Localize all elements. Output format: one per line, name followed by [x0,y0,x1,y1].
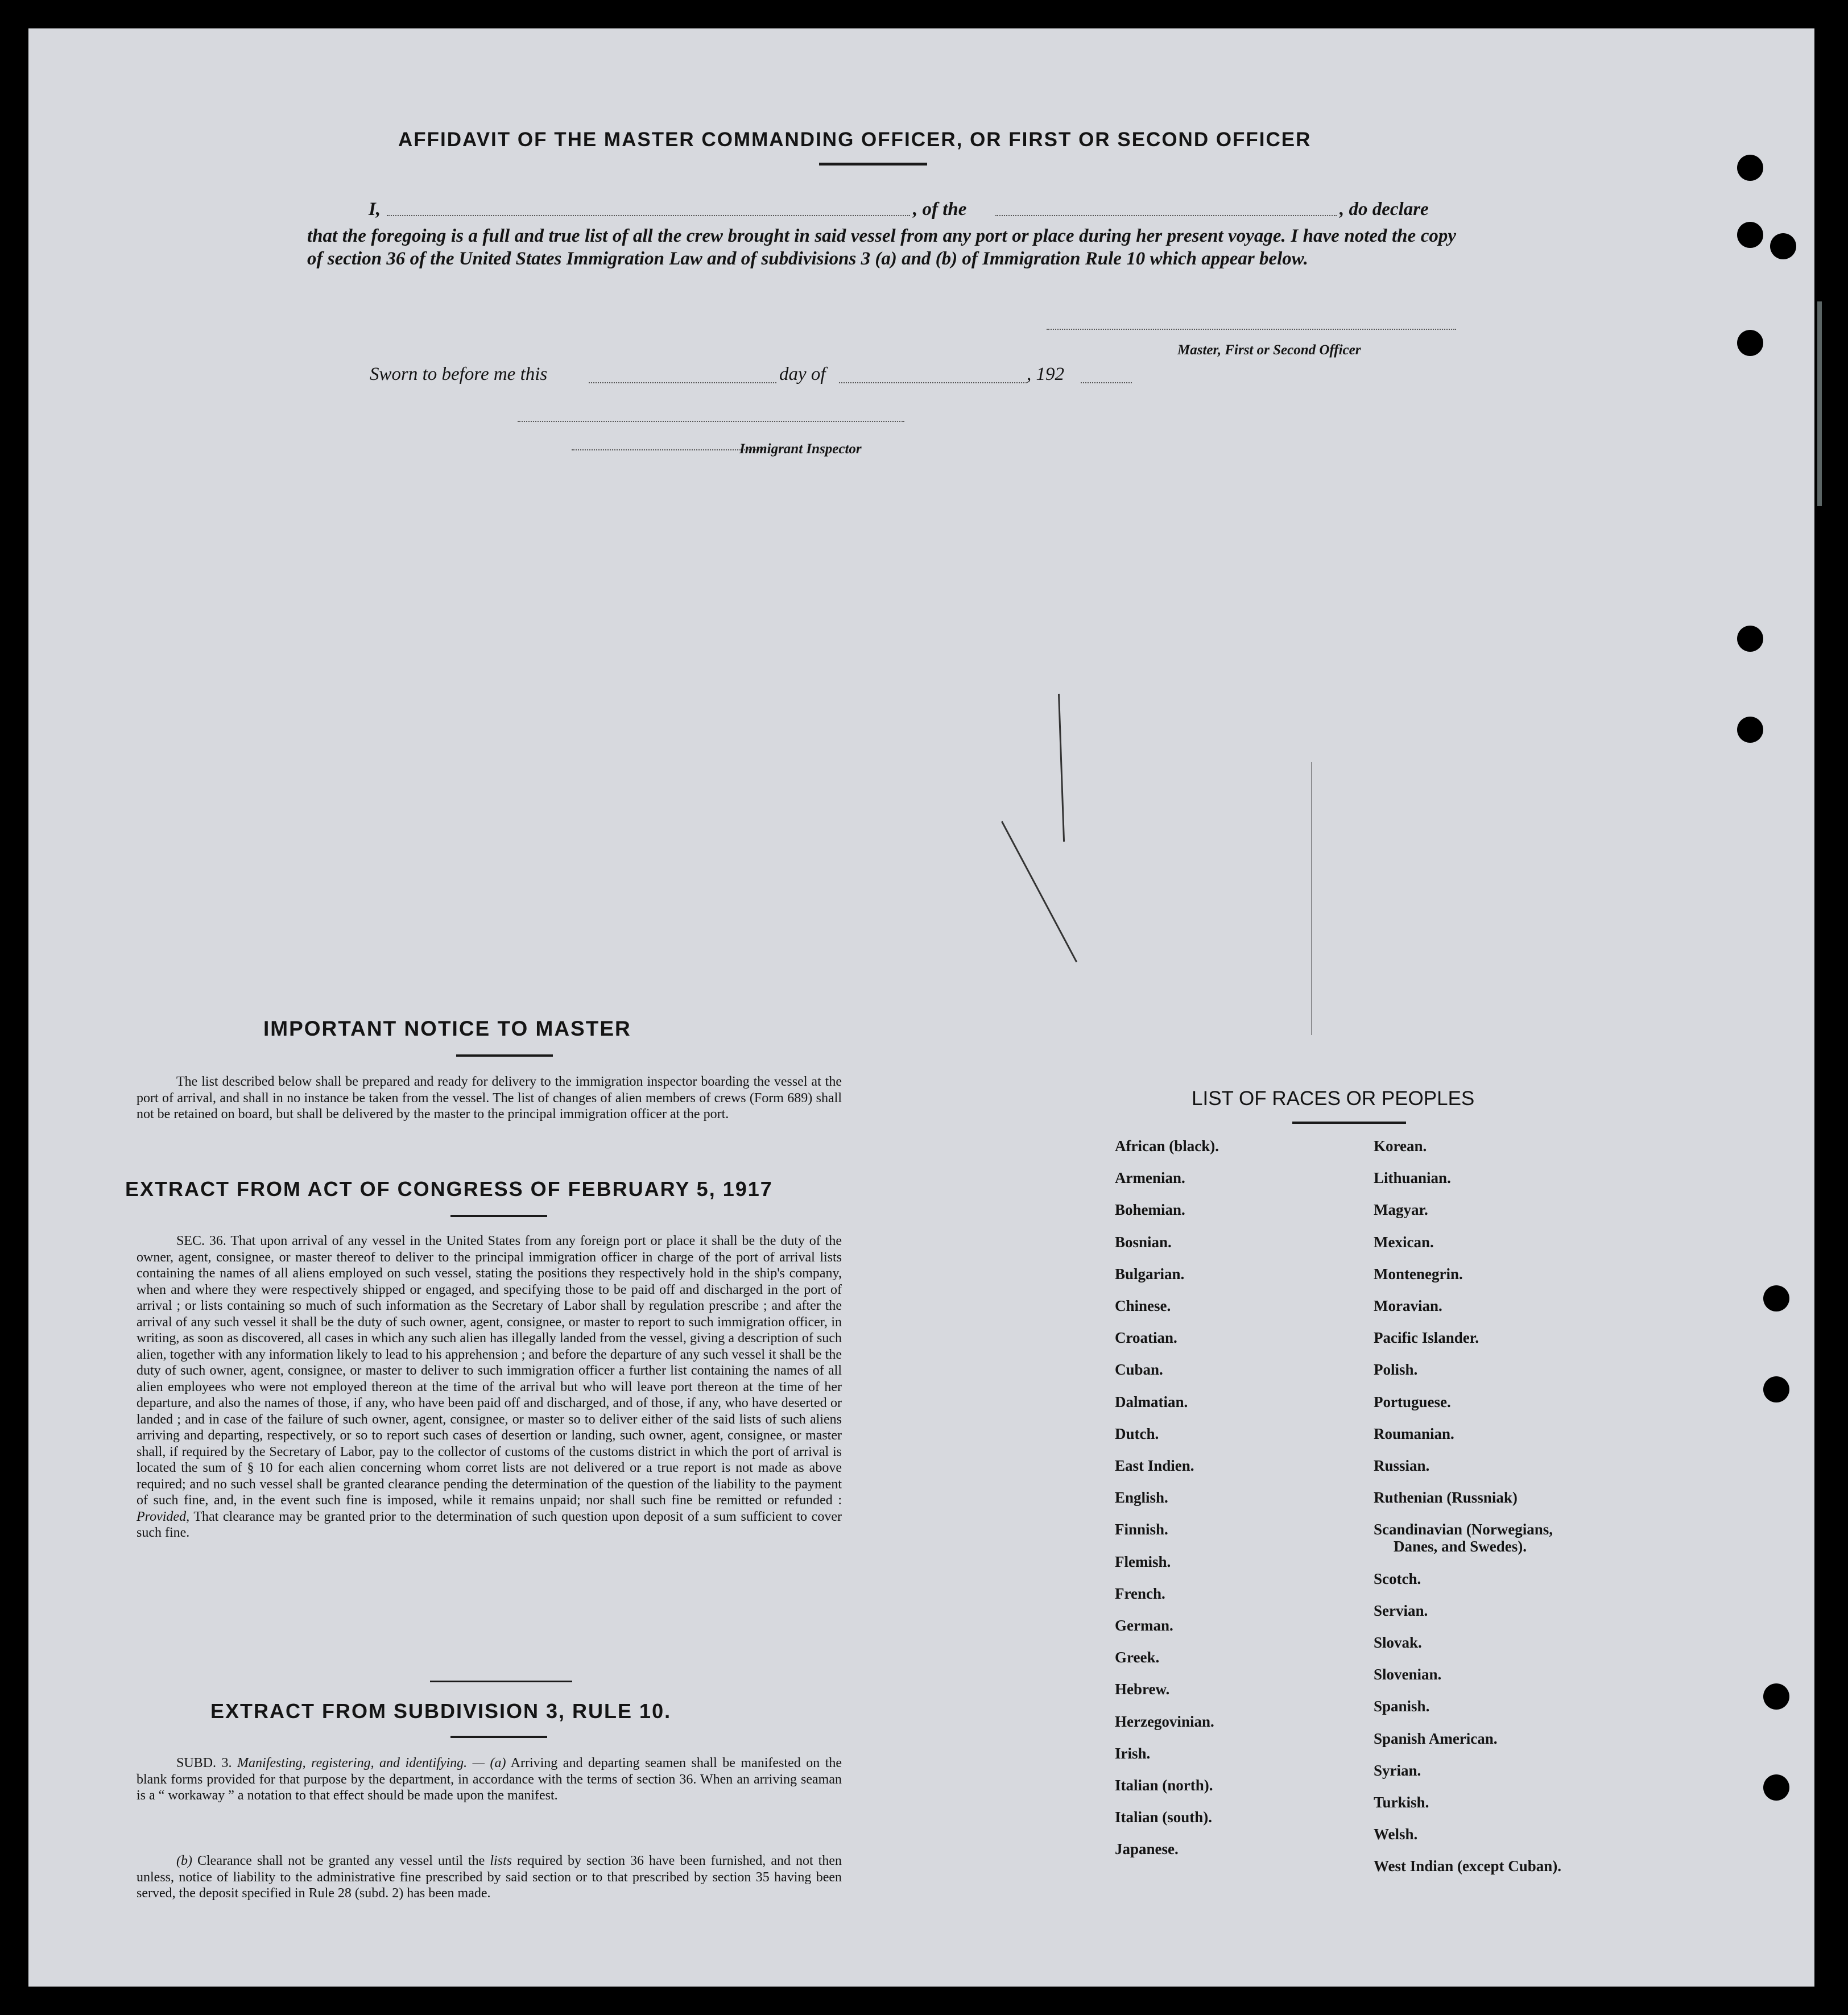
notice-title-rule [456,1054,553,1057]
race-item: Bohemian. [1115,1201,1185,1219]
race-item: Chinese. [1115,1297,1171,1314]
day-of-label: day of [779,364,826,384]
race-item: Montenegrin. [1374,1265,1463,1282]
race-item: Hebrew. [1115,1681,1170,1698]
inspector-label: Immigrant Inspector [739,441,862,457]
rule-subd-heading: Manifesting, registering, and identifying. — [237,1756,485,1770]
binder-hole [1737,222,1763,248]
rule-subd-b [137,1853,842,1902]
race-item: Italian (south). [1115,1809,1213,1826]
act-end-rule [430,1681,572,1682]
binder-hole [1763,1683,1789,1710]
sworn-label: Sworn to before me this [370,364,548,384]
race-item: Bulgarian. [1115,1265,1185,1282]
race-item: East Indien. [1115,1457,1194,1474]
rule-a-label: (a) [490,1756,506,1770]
race-item: Cuban. [1115,1361,1163,1379]
act-title-rule [450,1215,547,1217]
race-item: Lithuanian. [1374,1169,1451,1187]
affidavit-line-i: I, [369,199,381,220]
race-item: Slovenian. [1374,1666,1442,1683]
affidavit-title-rule [819,163,927,165]
binder-hole [1770,233,1796,259]
notice-body: The list described below shall be prepared and ready for delivery to the immigration inspector boarding the vessel at the port of arrival, and shall in no instance be taken from the vessel. The list of changes of alien members of crews (Form 689) shall not be retained on board, but shall be delivered by the master to the principal immigration officer at the port. [137,1074,842,1122]
binder-hole [1737,330,1763,356]
affidavit-body: that the foregoing is a full and true list of all the crew brought in said vessel from any port or place during her present voyage. I have noted the copy of section 36 of the United States Immigration Law and of subdivisions 3 (a) and (b) of Immigration Rule 10 which appear below. [307,226,1456,269]
race-item: Dalmatian. [1115,1393,1188,1410]
race-item: Spanish American. [1374,1729,1498,1747]
race-item: Polish. [1374,1361,1418,1379]
race-item: West Indian (except Cuban). [1374,1857,1562,1875]
affidavit-title: AFFIDAVIT OF THE MASTER COMMANDING OFFICER, OR FIRST OR SECOND OFFICER [398,129,1312,151]
race-item: Italian (north). [1115,1777,1213,1794]
vessel-blank [995,215,1337,216]
affidavit-declare: , do declare [1340,199,1429,220]
race-item: French. [1115,1584,1165,1602]
sworn-day-blank [589,382,776,383]
rule-b-body-2: required by section 36 have been furnished, and not then unless, notice of liability to the administrative fine prescribed by said section or to that prescribed by section 35 having been served, the deposit specified in Rule 28 (subd. 2) has been made. [137,1853,842,1901]
race-item: Servian. [1374,1602,1428,1619]
race-item: Scotch. [1374,1570,1421,1587]
sworn-month-blank [839,382,1027,383]
races-title-rule [1292,1122,1406,1124]
binder-hole [1763,1285,1789,1311]
rule-title: EXTRACT FROM SUBDIVISION 3, RULE 10. [210,1699,672,1723]
rule-title-rule [450,1736,547,1738]
race-item: Herzegovinian. [1115,1712,1214,1730]
binder-hole [1737,717,1763,743]
race-item: Syrian. [1374,1761,1421,1779]
race-item: Greek. [1115,1649,1160,1666]
binder-hole [1737,626,1763,652]
race-item: Portuguese. [1374,1393,1451,1410]
crease-mark [1058,694,1065,842]
signature-line [1047,329,1456,330]
race-item: Pacific Islander. [1374,1329,1479,1347]
rule-b-lists: lists [490,1853,512,1868]
notice-title: IMPORTANT NOTICE TO MASTER [263,1017,631,1040]
race-item: Scandinavian (Norwegians, [1374,1521,1553,1538]
rule-subd-prefix: SUBD. 3. [176,1756,232,1770]
race-item: Spanish. [1374,1698,1430,1715]
race-item: Slovak. [1374,1634,1422,1651]
document-page [28,28,1814,1987]
race-item: Ruthenian (Russniak) [1374,1489,1518,1507]
race-item: Welsh. [1374,1826,1418,1843]
race-item: English. [1115,1489,1168,1507]
inspector-name-line [572,449,765,450]
race-item: Croatian. [1115,1329,1177,1347]
crease-mark [1311,762,1312,1035]
race-item: Armenian. [1115,1169,1185,1187]
act-body [137,1233,842,1541]
race-item: Irish. [1115,1744,1151,1762]
rule-subd-a [137,1755,842,1804]
act-title: EXTRACT FROM ACT OF CONGRESS OF FEBRUARY 5, 1917 [125,1177,773,1201]
affidavit-of-the: , of the [913,199,967,220]
races-title: LIST OF RACES OR PEOPLES [1192,1087,1475,1110]
race-item: Dutch. [1115,1425,1159,1442]
act-section-end: That clearance may be granted prior to the determination of such question upon deposit of a sum sufficient to cover such fine. [137,1509,842,1540]
race-item: Bosnian. [1115,1233,1172,1251]
name-blank [387,215,910,216]
binder-hole [1763,1774,1789,1801]
race-item: German. [1115,1617,1173,1634]
race-item: Flemish. [1115,1553,1171,1570]
year-prefix: , 192 [1027,364,1064,384]
race-item: Turkish. [1374,1794,1429,1811]
race-item: African (black). [1115,1137,1219,1155]
binder-hole [1763,1376,1789,1402]
sworn-year-blank [1081,382,1132,383]
race-item: Korean. [1374,1137,1427,1155]
rule-a-body: Arriving and departing seamen shall be manifested on the blank forms provided for that purpose by the department, in accordance with the terms of section 36. When an arriving seaman is a “ workaway ” a notation to that effect should be made upon the manifest. [137,1756,842,1803]
inspector-signature-line [518,421,904,422]
act-provided: Provided, [137,1509,190,1524]
rule-b-label: (b) [176,1853,192,1868]
binder-hole [1737,155,1763,181]
crease-mark [1817,301,1822,506]
race-item: Mexican. [1374,1233,1434,1251]
race-item: Magyar. [1374,1201,1428,1219]
rule-b-body-1: Clearance shall not be granted any vessel until the [197,1853,485,1868]
signer-label: Master, First or Second Officer [1177,342,1361,358]
crease-mark [1001,821,1077,963]
race-item: Japanese. [1115,1840,1179,1858]
race-item: Roumanian. [1374,1425,1454,1442]
race-item: Moravian. [1374,1297,1442,1314]
race-item: Finnish. [1115,1521,1168,1538]
act-section-text: SEC. 36. That upon arrival of any vessel in the United States from any foreign port or place it shall be the duty of the owner, agent, consignee, or master thereof to deliver to the principal immigration officer in charge of the port of arrival lists containing the names of all aliens employed on such vessel, stating the positions they respectively hold in the ship's company, when and where they were respectively shipped or engaged, and specifying those to be paid off and discharged in the port of arrival ; or lists containing so much of such information as the Secretary of Labor shall by regulation prescribe ; and after the arrival of any such vessel it shall be the duty of such owner, agent, consignee, or master to report to such immigration officer, in writing, as soon as discovered, all cases in which any such alien has illegally landed from the vessel, giving a description of such alien, together with any information likely to lead to his apprehension ; and before the departure of any such vessel it shall be the duty of such owner, agent, consignee, or master to deliver to such immigration officer a further list containing the names of all alien employees who were not employed thereon at the time of the arrival but who will leave port thereon at the time of her departure, and also the names of those, if any, who have been paid off and discharged, and of those, if any, who have deserted or landed ; and in case of the failure of such owner, agent, consignee, or master so to deliver either of the said lists of such aliens arriving and departing, respectively, or so to report such cases of desertion or landing, such owner, agent, consignee, or master shall, if required by the Secretary of Labor, pay to the collector of customs of the customs district in which the port of arrival is located the sum of § 10 for each alien concerning whom corret lists are not delivered or a true report is not made as above required; and no such vessel shall be granted clearance pending the determination of the question of the liability to the payment of such fine, and, in the event such fine is imposed, while it remains unpaid; nor shall such fine be remitted or refunded : [137,1234,842,1508]
race-item: Russian. [1374,1457,1430,1474]
race-item: Danes, and Swedes). [1394,1538,1527,1555]
